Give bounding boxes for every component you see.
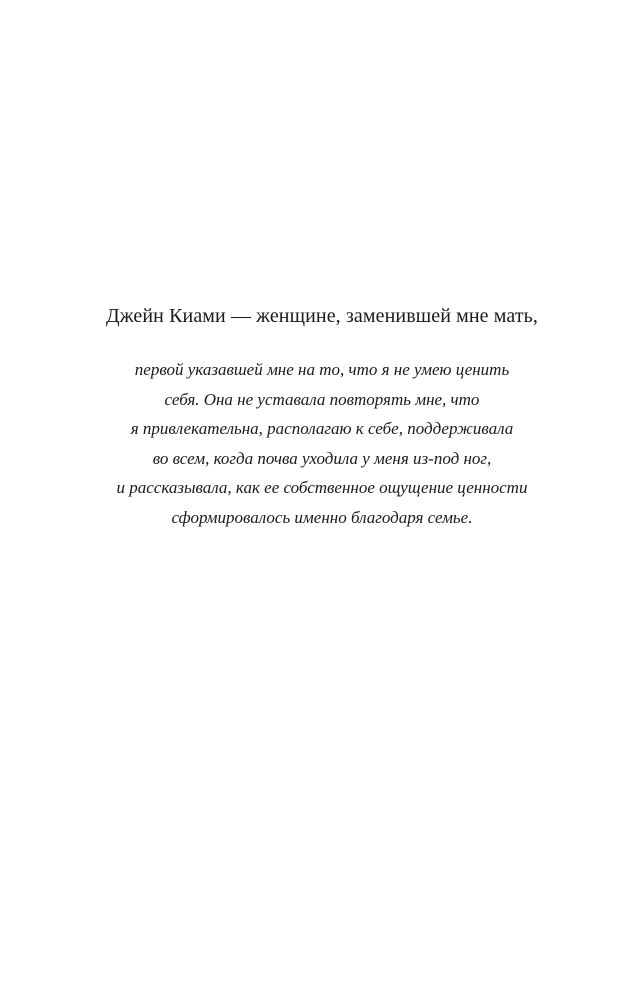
dedication-line: во всем, когда почва уходила у меня из-под ног, <box>152 448 492 468</box>
dedication-line: первой указавшей мне на то, что я не умею ценить <box>134 360 510 379</box>
dedication-line: сформировалось именно благодаря семье. <box>171 507 473 527</box>
dedication-body <box>0 355 644 532</box>
dedication-heading: Джейн Киами — женщине, заменившей мне мать, <box>106 305 538 327</box>
dedication-line: я привлекательна, располагаю к себе, поддерживала <box>130 419 514 438</box>
dedication-line: и рассказывала, как ее собственное ощущение ценности <box>116 478 528 497</box>
dedication-line: себя. Она не уставала повторять мне, что <box>164 389 480 409</box>
